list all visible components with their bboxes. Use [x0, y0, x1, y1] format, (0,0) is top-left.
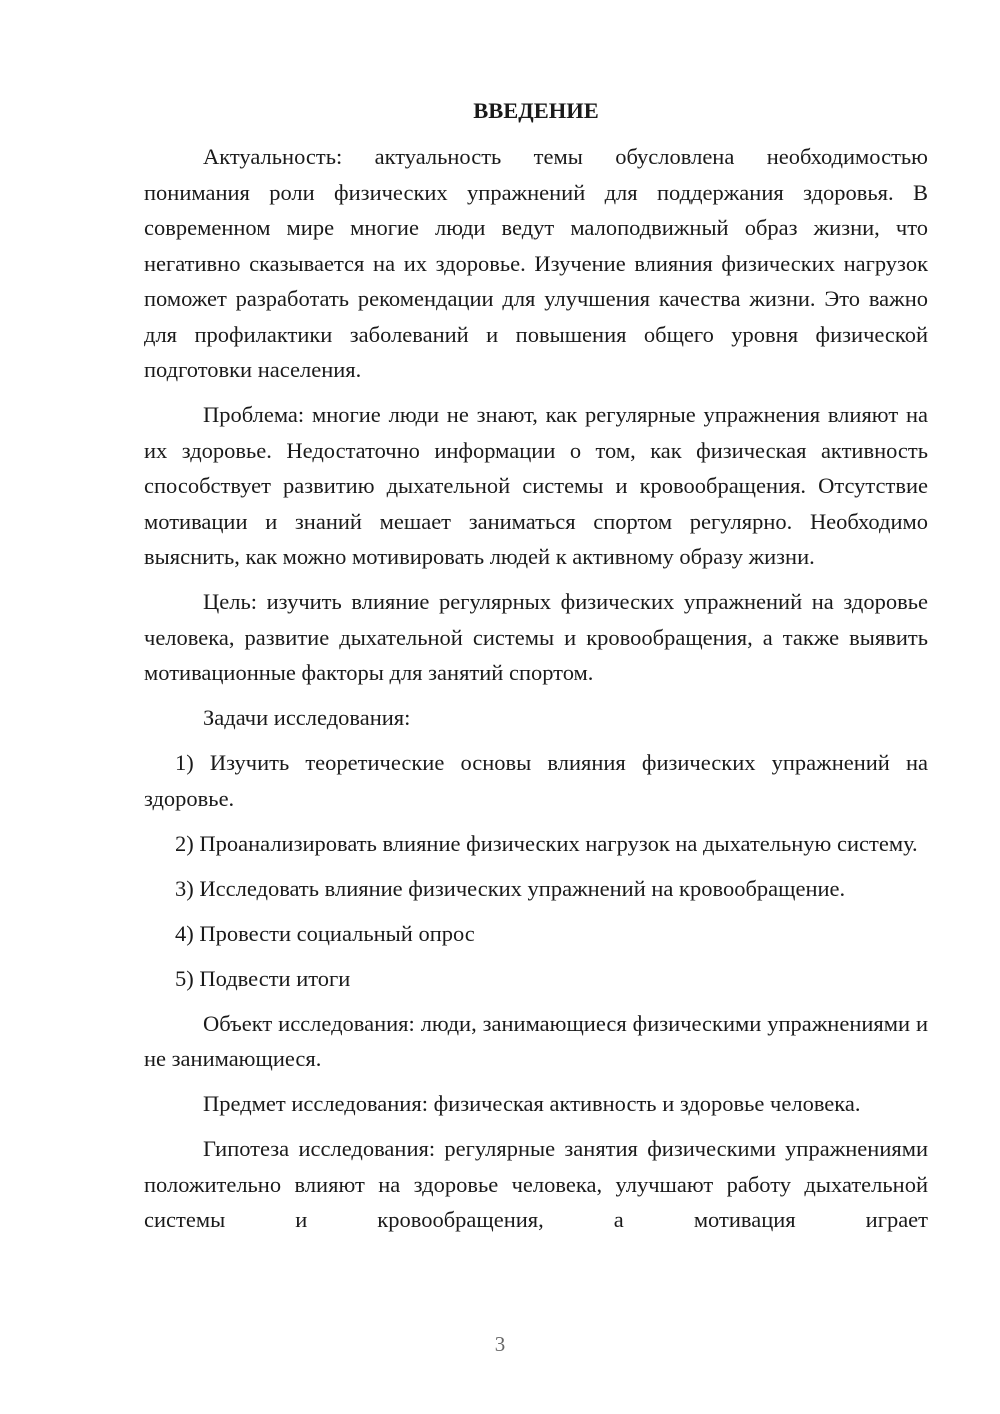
- task-item-5: 5) Подвести итоги: [175, 965, 351, 991]
- task-item-4: 4) Провести социальный опрос: [175, 920, 475, 946]
- task-item-3: 3) Исследовать влияние физических упражнений на кровообращение.: [175, 875, 846, 901]
- paragraph-subject: Предмет исследования: физическая активность и здоровье человека.: [203, 1091, 861, 1116]
- page-number: 3: [494, 1332, 506, 1356]
- paragraph-goal: Цель: изучить влияние регулярных физических упражнений на здоровье человека, развитие дыхательной системы и кровообращения, а также выявить мотивационные факторы для занятий спортом.: [144, 589, 928, 685]
- document-page: [144, 92, 928, 1247]
- section-title: ВВЕДЕНИЕ: [473, 98, 599, 123]
- paragraph-problem: Проблема: многие люди не знают, как регулярные упражнения влияют на их здоровье. Недостаточно информации о том, как физическая активность способствует развитию дыхательной системы и кровообращения. Отсутствие мотивации и знаний мешает заниматься спортом регулярно. Необходимо выяснить, как можно мотивировать людей к активному образу жизни.: [144, 402, 928, 569]
- paragraph-tasks-heading: Задачи исследования:: [203, 705, 411, 730]
- paragraph-hypothesis: Гипотеза исследования: регулярные занятия физическими упражнениями положительно влияют на здоровье человека, улучшают работу дыхательной системы и кровообращения, а мотивация играет: [144, 1136, 928, 1232]
- paragraph-relevance: Актуальность: актуальность темы обусловлена необходимостью понимания роли физических упражнений для поддержания здоровья. В современном мире многие люди ведут малоподвижный образ жизни, что негативно сказывается на их здоровье. Изучение влияния физических нагрузок поможет разработать рекомендации для улучшения качества жизни. Это важно для профилактики заболеваний и повышения общего уровня физической подготовки населения.: [144, 144, 928, 382]
- task-item-1: 1) Изучить теоретические основы влияния физических упражнений на здоровье.: [144, 750, 928, 811]
- task-item-2: 2) Проанализировать влияние физических нагрузок на дыхательную систему.: [175, 830, 918, 856]
- paragraph-object: Объект исследования: люди, занимающиеся физическими упражнениями и не занимающиеся.: [144, 1010, 928, 1071]
